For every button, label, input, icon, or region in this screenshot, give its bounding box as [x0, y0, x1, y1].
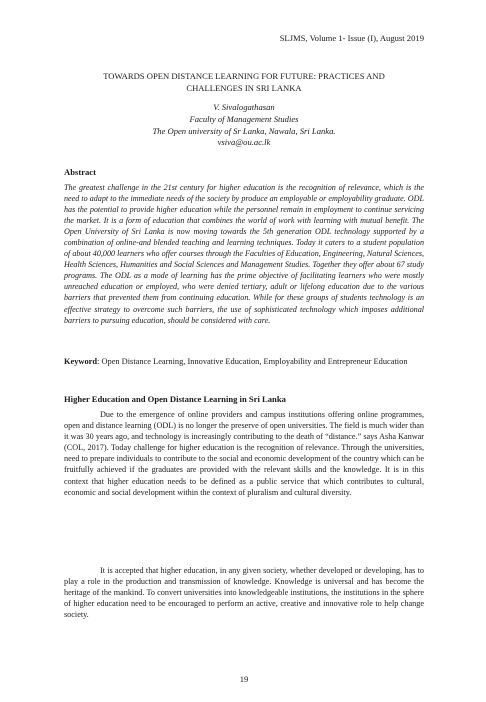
page-number: 19 [239, 674, 249, 684]
author-faculty: Faculty of Management Studies [189, 113, 299, 124]
section-heading: Higher Education and Open Distance Learning in Sri Lanka [64, 394, 286, 404]
author-institution: The Open university of Sr Lanka, Nawala, Sri Lanka. [152, 125, 336, 136]
keywords-text: : Open Distance Learning, Innovative Education, Employability and Entrepreneur Education [97, 357, 408, 366]
title-line-2: CHALLENGES IN SRI LANKA [186, 83, 302, 93]
keywords [64, 356, 424, 367]
author-block [64, 102, 424, 149]
paper-title [64, 70, 424, 94]
author-email: vsiva@ou.ac.lk [217, 137, 271, 148]
journal-page [64, 0, 424, 702]
abstract-text: The greatest challenge in the 21st century for higher education is the recognition of relevance, which is the need to adapt to the immediate needs of the society by produce an employable or employability graduate. ODL has the potential to provide higher education while the personnel remain in employment to continue servicing the market. It is a form of education that combines the world of work with learning with mutual benefit. The Open University of Sri Lanka is now moving towards the 5th generation ODL technology supported by a combination of online-and blended teaching and learning techniques. Today it caters to a student population of about 40,000 learners who offer courses through the Faculties of Education, Engineering, Natural Sciences, Health Sciences, Humanities and Social Sciences and Management Studies. Together they offer about 67 study programs. The ODL as a mode of learning has the prime objective of facilitating learners who were mostly unreached education or employed, who were denied tertiary, adult or lifelong education due to the various barriers that prevented them from continuing education. While for these groups of students technology is an effective strategy to overcome such barriers, the use of sophisticated technology which imposes additional barriers to pursuing education, should be considered with care. [64, 183, 424, 325]
abstract-heading: Abstract [64, 167, 96, 177]
running-head: SLJMS, Volume 1- Issue (I), August 2019 [279, 33, 424, 43]
body-paragraph-2: It is accepted that higher education, in any given society, whether developed or developing, has to play a role in the production and transmission of knowledge. Knowledge is universal and has become the heritage of the mankind. To convert universities into knowledgeable institutions, the institutions in the sphere of higher education need to be encouraged to perform an active, creative and innovative role to help change society. [64, 566, 424, 620]
title-line-1: TOWARDS OPEN DISTANCE LEARNING FOR FUTURE: PRACTICES AND [103, 71, 385, 81]
keywords-label: Keyword [64, 357, 98, 366]
author-name: V. Sivalogathasan [213, 102, 275, 112]
body-paragraph-1: Due to the emergence of online providers and campus institutions offering online programmes, open and distance learning (ODL) is no longer the preserve of open universities. The field is much wider than it was 30 years ago, and technology is increasingly contributing to the death of “distance.” says Asha Kanwar (COL, 2017). Today challenge for higher education is the recognition of relevance. Through the universities, need to prepare individuals to contribute to the social and economic development of the country which can be fruitfully achieved if the graduates are provided with the relevant skills and the knowledge. It is in this context that higher education needs to be defined as a public service that which contributes to cultural, economic and social development within the context of pluralism and cultural diversity. [64, 410, 424, 497]
